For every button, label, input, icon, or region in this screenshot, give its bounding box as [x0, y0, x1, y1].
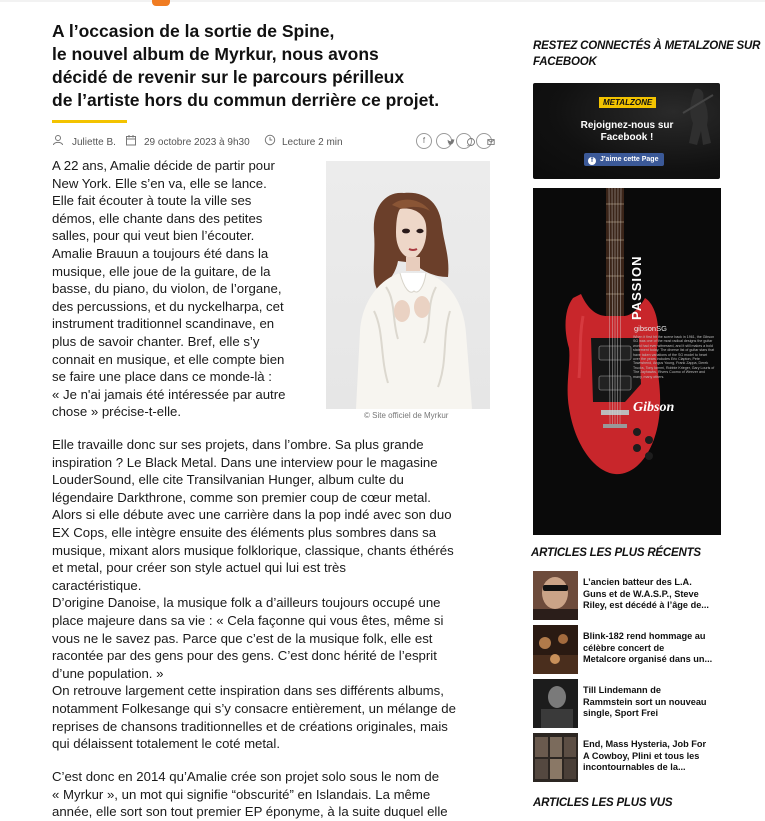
paragraph-myrkur	[52, 768, 448, 821]
text-line: D’origine Danoise, la musique folk a d’ailleurs toujours occupé une	[52, 595, 441, 611]
text-line: LouderSound, elle cite Transilvanian Hunger, album culte du	[52, 472, 404, 488]
article-image	[326, 161, 490, 409]
recent-article[interactable]	[533, 733, 733, 783]
email-icon[interactable]	[476, 133, 492, 149]
text-line: année, elle sort son tout premier EP éponyme, à la suite duquel elle	[52, 804, 448, 820]
facebook-icon: f	[588, 157, 596, 165]
recent-article[interactable]	[533, 571, 733, 621]
text-line: et metal, pour créer son style actuel qui lui est très	[52, 560, 346, 576]
text-line: EX Cops, elle intègre ensuite des éléments plus sombres dans sa	[52, 524, 437, 540]
text-line: basse, du piano, du violon, de l’organe,	[52, 281, 282, 297]
like-label: J'aime cette Page	[600, 156, 659, 163]
text-line: musique, elle joue de la guitare, de la	[52, 263, 271, 279]
article-headline	[52, 20, 472, 112]
article-meta	[52, 133, 492, 151]
text-line: notamment Folkesange qui s’y consacre entièrement, un mélange de	[52, 700, 456, 716]
text-line: « Je n'ai jamais été intéressée par autre	[52, 386, 286, 402]
recent-title[interactable]	[583, 685, 733, 720]
headline-accent-bar	[52, 120, 127, 123]
sidebar-title-recent: ARTICLES LES PLUS RÉCENTS	[531, 547, 701, 559]
top-strip	[0, 0, 765, 2]
text-line: chose » précise-t-elle.	[52, 404, 182, 420]
site-logo-fragment[interactable]	[152, 0, 170, 6]
recent-thumbnail	[533, 679, 578, 728]
sidebar-title-most-viewed: ARTICLES LES PLUS VUS	[533, 797, 673, 809]
text-line: inspiration ? Le Black Metal. Dans une interview pour le magasine	[52, 454, 438, 470]
text-line: connait en musique, et elle compte bien	[52, 351, 285, 367]
paragraph-intro	[52, 157, 285, 421]
text-line: place majeure dans sa vie : « Cela façonne qui vous êtes, même si	[52, 612, 444, 628]
facebook-banner[interactable]	[533, 83, 720, 179]
paragraph-inspiration	[52, 436, 456, 753]
gibson-logo: Gibson	[633, 400, 675, 415]
text-line: des percussions, et du nyckelharpa, cet	[52, 298, 284, 314]
recent-article[interactable]	[533, 625, 733, 675]
text-line: qui délaissent totalement le coté metal.	[52, 736, 280, 752]
author-name[interactable]: Juliette B.	[72, 137, 116, 148]
text-line: racontée par des gens pour des gens. C’est donc hérité de l’esprit	[52, 648, 437, 664]
text-line: Amalie Brauun a toujours été dans la	[52, 245, 269, 261]
title-line: Guns et de W.A.S.P., Steve	[583, 588, 699, 599]
recent-title[interactable]	[583, 577, 733, 612]
title-line: incontournables de la...	[583, 762, 686, 773]
headline-line: de l’artiste hors du commun derrière ce projet.	[52, 90, 440, 110]
text-line: Alors si elle débute avec une carrière dans la pop indé avec son duo	[52, 507, 452, 523]
calendar-icon	[125, 134, 137, 146]
clock-icon	[264, 134, 276, 146]
title-line: A Cowboy, Plini et tous les	[583, 750, 700, 761]
title-line: single, Sport Frei	[583, 708, 659, 719]
text-line: caractéristique.	[52, 577, 142, 593]
text-line: plus de savoir chanter. Bref, elle s’y	[52, 333, 260, 349]
text-line: « Myrkur », un mot qui signifie “obscurité” en Islandais. La même	[52, 786, 431, 802]
recent-thumbnail	[533, 625, 578, 674]
user-icon	[52, 134, 64, 146]
recent-thumbnail	[533, 571, 578, 620]
artist-portrait	[326, 161, 490, 409]
title-line: RESTEZ CONNECTÉS À METALZONE SUR	[533, 40, 761, 52]
title-line: Blink-182 rend hommage au	[583, 631, 706, 641]
ad-model-text: gibsonSG	[634, 324, 667, 333]
image-caption: © Site officiel de Myrkur	[364, 411, 449, 420]
title-line: Till Lindemann de	[583, 685, 661, 695]
title-line: End, Mass Hysteria, Job For	[583, 739, 707, 749]
text-line: d’une population. »	[52, 665, 164, 681]
publish-date: 29 octobre 2023 à 9h30	[144, 137, 250, 148]
title-line: Rammstein sort un nouveau	[583, 696, 707, 707]
text-line: C’est donc en 2014 qu’Amalie crée son projet solo sous le nom de	[52, 769, 440, 784]
ad-description: When it first hit the scene back in 1961, the Gibson SG was one of the most radical designs the guitar world had ever witnessed, and it still makes a bold statement today. The diverse list of guitar stars that have taken variations of the SG model to heart over the years includes Eric Clapton, Pete Townshend, Angus Young, Frank Zappa, Derek Trucks, Tony Iommi, Robbie Krieger, Gary Louris of The Jayhawks, Rivers Cuomo of Weezer and many, many others.	[633, 335, 715, 379]
text-line: se faire une place dans ce monde-là :	[52, 369, 272, 385]
facebook-join-text: Rejoignez-nous sur Facebook !	[580, 120, 674, 143]
text-line: A 22 ans, Amalie décide de partir pour	[52, 158, 275, 173]
headline-line: le nouvel album de Myrkur, nous avons	[52, 44, 379, 64]
sidebar-title-facebook	[533, 38, 760, 70]
text-line: vous ne le savez pas. Parce que c’est de la musique folk, elle est	[52, 630, 433, 646]
title-line: Riley, est décédé à l’âge de...	[583, 600, 709, 611]
text-line: instrument traditionnel scandinave, en	[52, 316, 275, 332]
whatsapp-icon[interactable]	[456, 133, 472, 149]
recent-title[interactable]	[583, 631, 733, 666]
facebook-icon[interactable]: f	[416, 133, 432, 149]
text-line: légendaire Darkthrone, comme son premier coup de cœur metal.	[52, 489, 431, 505]
title-line: L’ancien batteur des L.A.	[583, 577, 692, 587]
gibson-advertisement[interactable]	[533, 188, 721, 535]
title-line: Metalcore organisé dans un...	[583, 654, 713, 665]
read-time: Lecture 2 min	[282, 137, 343, 148]
title-line: FACEBOOK	[533, 56, 597, 68]
text-line: salles, pour qui veut bien l’écouter.	[52, 228, 255, 244]
recent-title[interactable]	[583, 739, 733, 774]
text-line: Elle fait écouter à toute la ville ses	[52, 193, 252, 209]
text-line: On retrouve largement cette inspiration dans ses différents albums,	[52, 683, 444, 699]
text-line: musique, mixant alors musique folklorique, classique, chants éthérés	[52, 542, 454, 558]
facebook-like-button[interactable]	[584, 153, 664, 166]
twitter-icon[interactable]	[436, 133, 452, 149]
headline-line: A l’occasion de la sortie de Spine,	[52, 21, 335, 41]
recent-article[interactable]	[533, 679, 733, 729]
metalzone-logo: METALZONE	[599, 97, 656, 108]
text-line: Elle travaille donc sur ses projets, dans l’ombre. Sa plus grande	[52, 437, 424, 452]
ad-passion-text: PASSION	[629, 255, 644, 320]
title-line: célèbre concert de	[583, 642, 665, 653]
text-line: reprises de chansons traditionnelles et de créations originales, mais	[52, 718, 448, 734]
text-line: New York. Elle s’en va, elle se lance.	[52, 175, 267, 191]
headline-line: décidé de revenir sur le parcours périlleux	[52, 67, 405, 87]
recent-thumbnail	[533, 733, 578, 782]
text-line: démos, elle chante dans des petites	[52, 210, 263, 226]
